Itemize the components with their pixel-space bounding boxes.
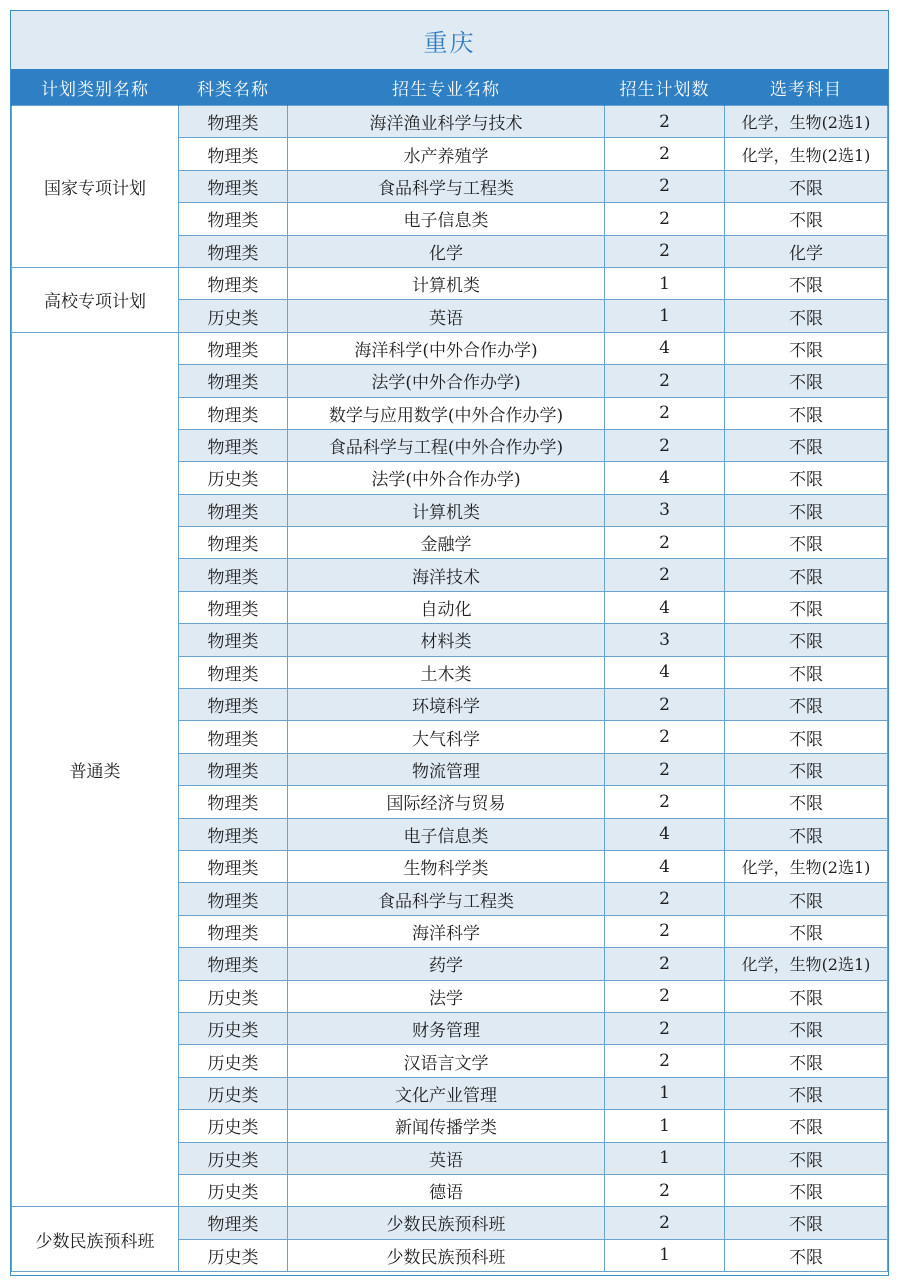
required-subjects-cell: 不限 bbox=[725, 332, 888, 364]
subject-type-cell: 物理类 bbox=[179, 656, 288, 688]
required-subjects-cell: 不限 bbox=[725, 818, 888, 850]
major-name-cell: 德语 bbox=[288, 1174, 605, 1206]
major-name-cell: 海洋渔业科学与技术 bbox=[288, 106, 605, 138]
required-subjects-cell: 不限 bbox=[725, 1012, 888, 1044]
plan-count-cell: 2 bbox=[605, 786, 725, 818]
required-subjects-cell: 不限 bbox=[725, 494, 888, 526]
required-subjects-cell: 不限 bbox=[725, 170, 888, 202]
subject-type-cell: 物理类 bbox=[179, 1207, 288, 1239]
subject-type-cell: 物理类 bbox=[179, 203, 288, 235]
plan-count-cell: 2 bbox=[605, 203, 725, 235]
subject-type-cell: 物理类 bbox=[179, 624, 288, 656]
plan-count-cell: 2 bbox=[605, 397, 725, 429]
required-subjects-cell: 化学，生物(2选1) bbox=[725, 850, 888, 882]
subject-type-cell: 物理类 bbox=[179, 267, 288, 299]
plan-count-cell: 4 bbox=[605, 818, 725, 850]
major-name-cell: 金融学 bbox=[288, 527, 605, 559]
plan-category-cell: 普通类 bbox=[12, 332, 179, 1207]
plan-count-cell: 2 bbox=[605, 915, 725, 947]
required-subjects-cell: 不限 bbox=[725, 397, 888, 429]
plan-count-cell: 1 bbox=[605, 1142, 725, 1174]
subject-type-cell: 物理类 bbox=[179, 559, 288, 591]
subject-type-cell: 物理类 bbox=[179, 591, 288, 623]
header-plan-count: 招生计划数 bbox=[605, 69, 725, 106]
plan-count-cell: 2 bbox=[605, 235, 725, 267]
plan-count-cell: 4 bbox=[605, 332, 725, 364]
required-subjects-cell: 不限 bbox=[725, 1239, 888, 1271]
subject-type-cell: 历史类 bbox=[179, 1142, 288, 1174]
major-name-cell: 财务管理 bbox=[288, 1012, 605, 1044]
subject-type-cell: 历史类 bbox=[179, 300, 288, 332]
header-required-subjects: 选考科目 bbox=[725, 69, 888, 106]
plan-count-cell: 2 bbox=[605, 980, 725, 1012]
required-subjects-cell: 不限 bbox=[725, 1045, 888, 1077]
subject-type-cell: 物理类 bbox=[179, 721, 288, 753]
subject-type-cell: 历史类 bbox=[179, 1045, 288, 1077]
plan-count-cell: 2 bbox=[605, 883, 725, 915]
subject-type-cell: 物理类 bbox=[179, 429, 288, 461]
major-name-cell: 物流管理 bbox=[288, 753, 605, 785]
major-name-cell: 英语 bbox=[288, 300, 605, 332]
required-subjects-cell: 不限 bbox=[725, 656, 888, 688]
plan-count-cell: 2 bbox=[605, 1045, 725, 1077]
plan-count-cell: 2 bbox=[605, 527, 725, 559]
subject-type-cell: 物理类 bbox=[179, 235, 288, 267]
plan-count-cell: 1 bbox=[605, 1110, 725, 1142]
subject-type-cell: 历史类 bbox=[179, 980, 288, 1012]
subject-type-cell: 物理类 bbox=[179, 850, 288, 882]
required-subjects-cell: 不限 bbox=[725, 980, 888, 1012]
required-subjects-cell: 不限 bbox=[725, 915, 888, 947]
required-subjects-cell: 不限 bbox=[725, 1142, 888, 1174]
subject-type-cell: 历史类 bbox=[179, 1012, 288, 1044]
major-name-cell: 食品科学与工程类 bbox=[288, 883, 605, 915]
major-name-cell: 化学 bbox=[288, 235, 605, 267]
table-row bbox=[12, 106, 888, 138]
major-name-cell: 土木类 bbox=[288, 656, 605, 688]
major-name-cell: 少数民族预科班 bbox=[288, 1207, 605, 1239]
subject-type-cell: 物理类 bbox=[179, 170, 288, 202]
subject-type-cell: 历史类 bbox=[179, 1077, 288, 1109]
major-name-cell: 药学 bbox=[288, 948, 605, 980]
subject-type-cell: 物理类 bbox=[179, 786, 288, 818]
major-name-cell: 法学(中外合作办学) bbox=[288, 462, 605, 494]
subject-type-cell: 物理类 bbox=[179, 138, 288, 170]
required-subjects-cell: 化学，生物(2选1) bbox=[725, 948, 888, 980]
required-subjects-cell: 不限 bbox=[725, 365, 888, 397]
plan-count-cell: 2 bbox=[605, 559, 725, 591]
subject-type-cell: 物理类 bbox=[179, 527, 288, 559]
required-subjects-cell: 不限 bbox=[725, 203, 888, 235]
required-subjects-cell: 不限 bbox=[725, 267, 888, 299]
required-subjects-cell: 不限 bbox=[725, 300, 888, 332]
major-name-cell: 数学与应用数学(中外合作办学) bbox=[288, 397, 605, 429]
required-subjects-cell: 不限 bbox=[725, 786, 888, 818]
plan-category-cell: 国家专项计划 bbox=[12, 106, 179, 268]
header-major-name: 招生专业名称 bbox=[288, 69, 605, 106]
subject-type-cell: 物理类 bbox=[179, 818, 288, 850]
required-subjects-cell: 不限 bbox=[725, 689, 888, 721]
subject-type-cell: 物理类 bbox=[179, 365, 288, 397]
header-subject-type: 科类名称 bbox=[179, 69, 288, 106]
plan-count-cell: 1 bbox=[605, 1077, 725, 1109]
plan-count-cell: 3 bbox=[605, 624, 725, 656]
major-name-cell: 计算机类 bbox=[288, 494, 605, 526]
plan-count-cell: 2 bbox=[605, 753, 725, 785]
subject-type-cell: 历史类 bbox=[179, 1239, 288, 1271]
major-name-cell: 海洋科学 bbox=[288, 915, 605, 947]
plan-count-cell: 3 bbox=[605, 494, 725, 526]
required-subjects-cell: 不限 bbox=[725, 559, 888, 591]
required-subjects-cell: 不限 bbox=[725, 1077, 888, 1109]
subject-type-cell: 物理类 bbox=[179, 397, 288, 429]
major-name-cell: 材料类 bbox=[288, 624, 605, 656]
plan-category-cell: 少数民族预科班 bbox=[12, 1207, 179, 1272]
major-name-cell: 水产养殖学 bbox=[288, 138, 605, 170]
title-band bbox=[11, 11, 888, 69]
major-name-cell: 生物科学类 bbox=[288, 850, 605, 882]
required-subjects-cell: 不限 bbox=[725, 1207, 888, 1239]
required-subjects-cell: 不限 bbox=[725, 883, 888, 915]
major-name-cell: 食品科学与工程类 bbox=[288, 170, 605, 202]
major-name-cell: 自动化 bbox=[288, 591, 605, 623]
major-name-cell: 英语 bbox=[288, 1142, 605, 1174]
plan-count-cell: 4 bbox=[605, 656, 725, 688]
plan-count-cell: 2 bbox=[605, 1012, 725, 1044]
major-name-cell: 大气科学 bbox=[288, 721, 605, 753]
plan-count-cell: 2 bbox=[605, 429, 725, 461]
required-subjects-cell: 不限 bbox=[725, 429, 888, 461]
required-subjects-cell: 不限 bbox=[725, 1110, 888, 1142]
subject-type-cell: 历史类 bbox=[179, 1174, 288, 1206]
table-body bbox=[12, 106, 888, 1272]
required-subjects-cell: 不限 bbox=[725, 753, 888, 785]
plan-category-cell: 高校专项计划 bbox=[12, 267, 179, 332]
required-subjects-cell: 不限 bbox=[725, 591, 888, 623]
required-subjects-cell: 不限 bbox=[725, 624, 888, 656]
subject-type-cell: 物理类 bbox=[179, 948, 288, 980]
subject-type-cell: 物理类 bbox=[179, 332, 288, 364]
major-name-cell: 文化产业管理 bbox=[288, 1077, 605, 1109]
major-name-cell: 食品科学与工程(中外合作办学) bbox=[288, 429, 605, 461]
major-name-cell: 新闻传播学类 bbox=[288, 1110, 605, 1142]
plan-count-cell: 2 bbox=[605, 138, 725, 170]
plan-count-cell: 2 bbox=[605, 365, 725, 397]
plan-count-cell: 2 bbox=[605, 106, 725, 138]
plan-count-cell: 2 bbox=[605, 1174, 725, 1206]
plan-count-cell: 4 bbox=[605, 850, 725, 882]
plan-count-cell: 4 bbox=[605, 462, 725, 494]
header-row bbox=[12, 69, 888, 106]
page-title: 重庆 bbox=[423, 28, 476, 57]
plan-count-cell: 2 bbox=[605, 170, 725, 202]
admission-plan-table bbox=[11, 69, 888, 1272]
subject-type-cell: 历史类 bbox=[179, 462, 288, 494]
subject-type-cell: 物理类 bbox=[179, 753, 288, 785]
required-subjects-cell: 化学，生物(2选1) bbox=[725, 106, 888, 138]
header-plan-category: 计划类别名称 bbox=[12, 69, 179, 106]
table-row bbox=[12, 1207, 888, 1239]
major-name-cell: 电子信息类 bbox=[288, 818, 605, 850]
major-name-cell: 计算机类 bbox=[288, 267, 605, 299]
plan-count-cell: 2 bbox=[605, 1207, 725, 1239]
plan-count-cell: 1 bbox=[605, 300, 725, 332]
major-name-cell: 法学(中外合作办学) bbox=[288, 365, 605, 397]
major-name-cell: 环境科学 bbox=[288, 689, 605, 721]
major-name-cell: 法学 bbox=[288, 980, 605, 1012]
plan-count-cell: 1 bbox=[605, 1239, 725, 1271]
subject-type-cell: 物理类 bbox=[179, 106, 288, 138]
required-subjects-cell: 不限 bbox=[725, 1174, 888, 1206]
plan-count-cell: 1 bbox=[605, 267, 725, 299]
plan-count-cell: 4 bbox=[605, 591, 725, 623]
subject-type-cell: 物理类 bbox=[179, 494, 288, 526]
subject-type-cell: 历史类 bbox=[179, 1110, 288, 1142]
table-row bbox=[12, 267, 888, 299]
subject-type-cell: 物理类 bbox=[179, 883, 288, 915]
major-name-cell: 海洋技术 bbox=[288, 559, 605, 591]
required-subjects-cell: 化学 bbox=[725, 235, 888, 267]
required-subjects-cell: 化学，生物(2选1) bbox=[725, 138, 888, 170]
table-row bbox=[12, 332, 888, 364]
major-name-cell: 电子信息类 bbox=[288, 203, 605, 235]
required-subjects-cell: 不限 bbox=[725, 721, 888, 753]
major-name-cell: 海洋科学(中外合作办学) bbox=[288, 332, 605, 364]
major-name-cell: 少数民族预科班 bbox=[288, 1239, 605, 1271]
subject-type-cell: 物理类 bbox=[179, 915, 288, 947]
major-name-cell: 国际经济与贸易 bbox=[288, 786, 605, 818]
plan-count-cell: 2 bbox=[605, 721, 725, 753]
required-subjects-cell: 不限 bbox=[725, 462, 888, 494]
subject-type-cell: 物理类 bbox=[179, 689, 288, 721]
plan-count-cell: 2 bbox=[605, 948, 725, 980]
required-subjects-cell: 不限 bbox=[725, 527, 888, 559]
table-frame bbox=[10, 10, 889, 1276]
major-name-cell: 汉语言文学 bbox=[288, 1045, 605, 1077]
plan-count-cell: 2 bbox=[605, 689, 725, 721]
